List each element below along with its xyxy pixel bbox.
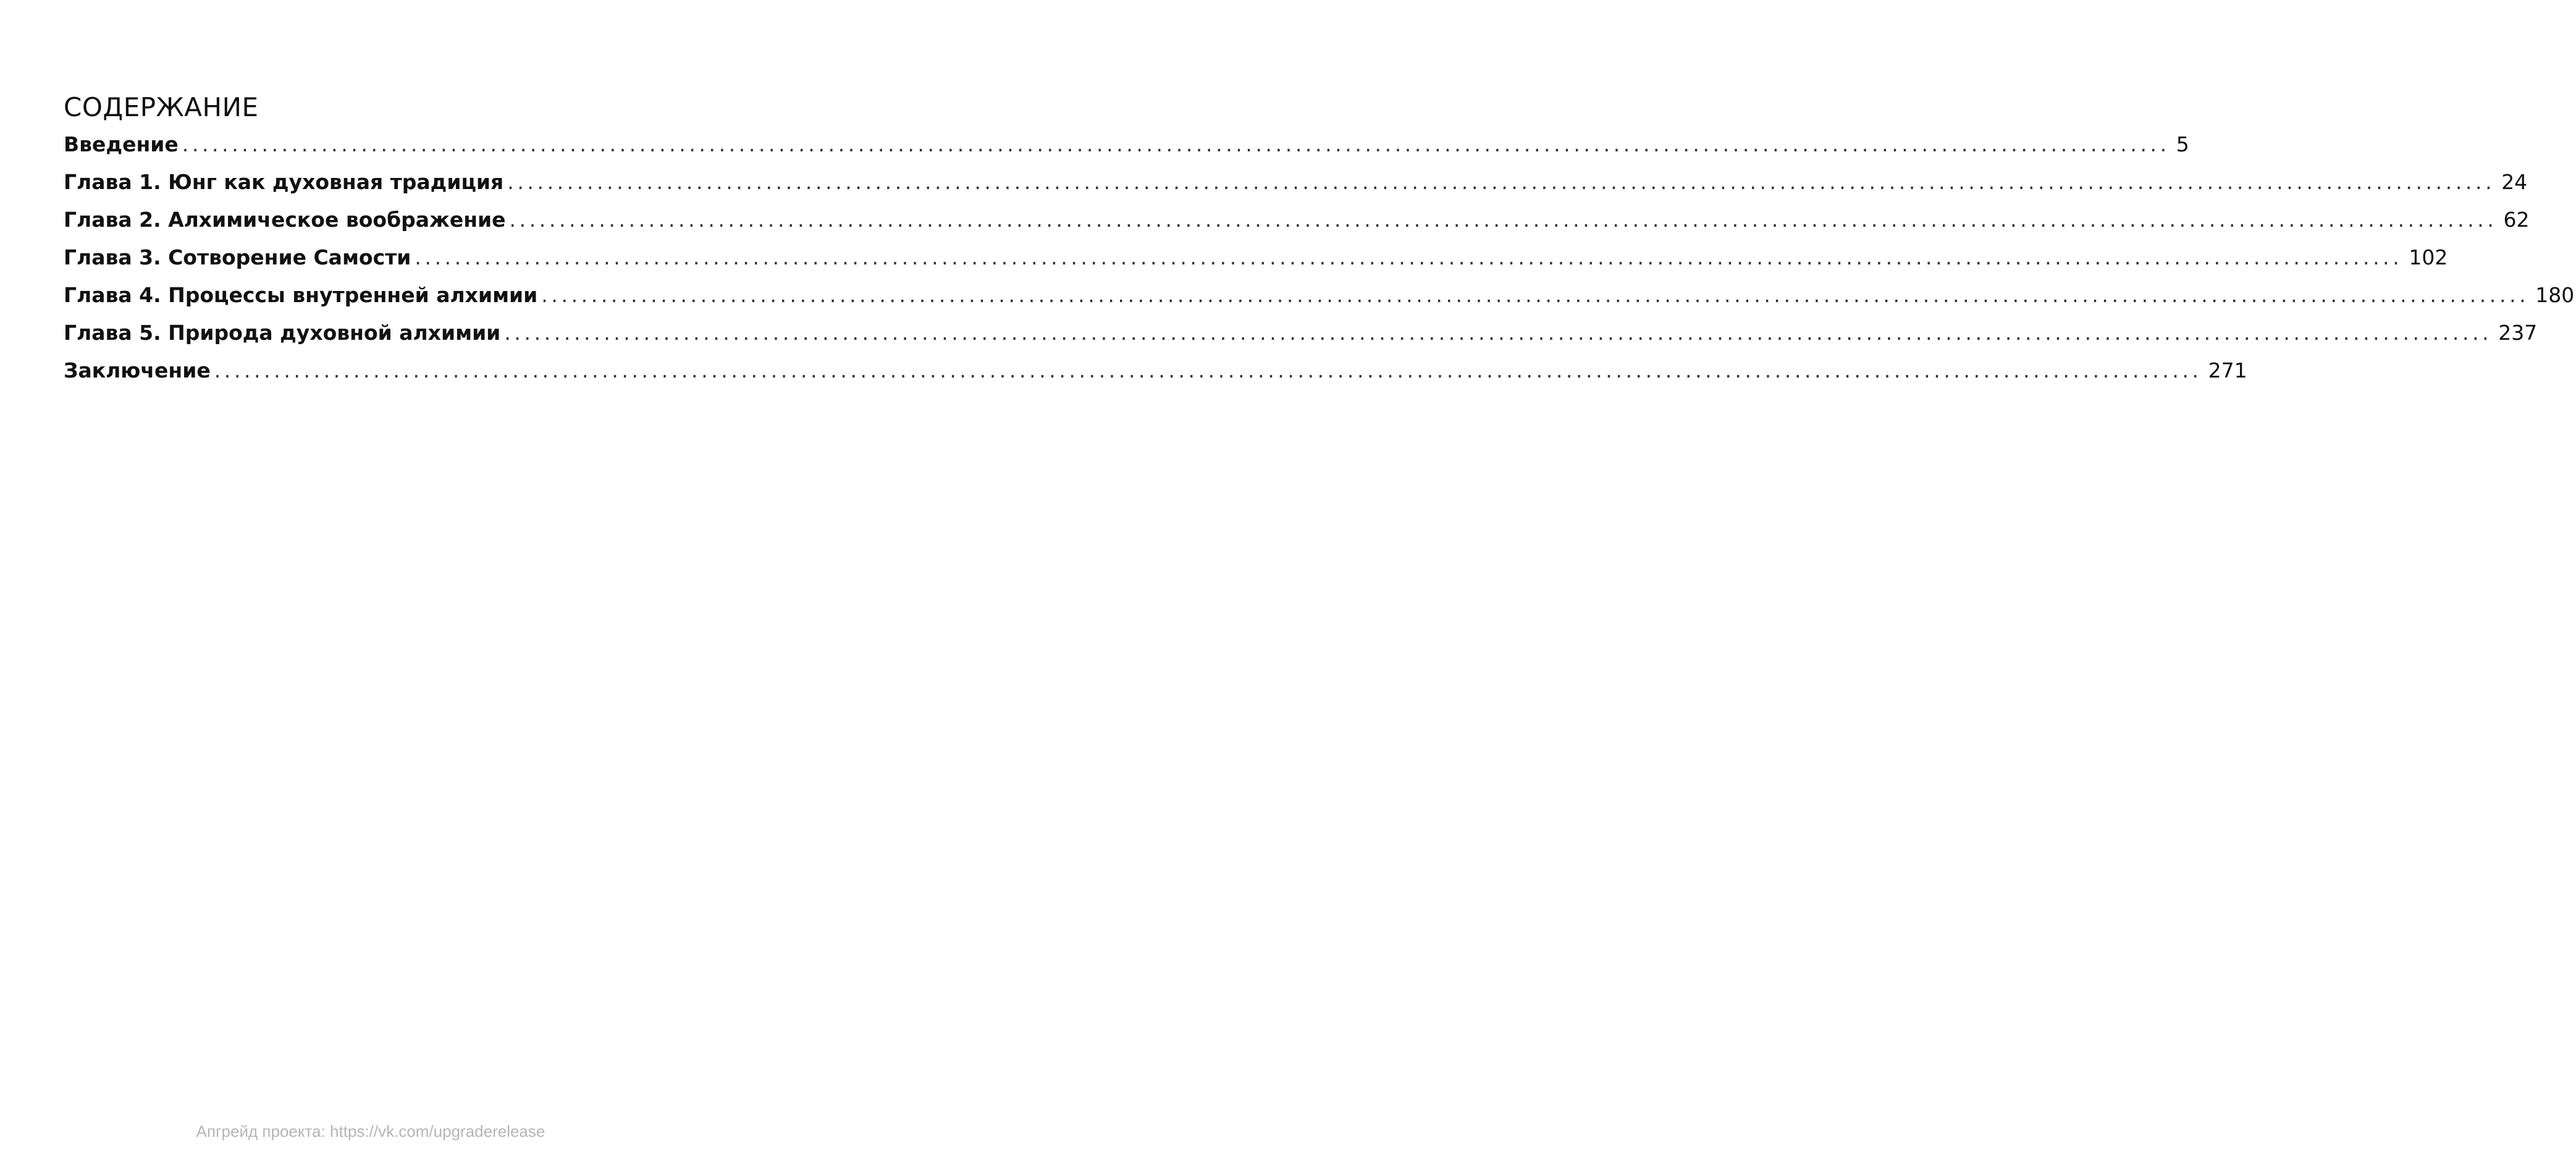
- toc-entry-chapter-4[interactable]: [64, 278, 2575, 316]
- toc-entry-page: 5: [2176, 132, 2189, 156]
- toc-entry-page: 237: [2498, 321, 2538, 345]
- toc-entry-label: Глава 4. Процессы внутренней алхимии: [64, 283, 538, 307]
- table-of-contents: [64, 127, 2575, 391]
- toc-entry-page: 62: [2503, 208, 2530, 232]
- toc-entry-label: Глава 2. Алхимическое воображение: [64, 208, 506, 232]
- dot-leader: ........................................................................................................................................................................................................: [541, 283, 2530, 307]
- dot-leader: ........................................................................................................................................................................................................: [504, 321, 2493, 345]
- page-title: СОДЕРЖАНИЕ: [64, 92, 259, 122]
- dot-leader: ........................................................................................................................................................................................................: [507, 170, 2496, 194]
- toc-entry-chapter-1[interactable]: [64, 165, 2528, 203]
- toc-entry-conclusion[interactable]: [64, 353, 2247, 391]
- toc-entry-label: Глава 3. Сотворение Самости: [64, 245, 411, 269]
- toc-entry-label: Введение: [64, 132, 179, 156]
- toc-entry-label: Глава 5. Природа духовной алхимии: [64, 321, 501, 345]
- footer-watermark: Апгрейд проекта: https://vk.com/upgraderelease: [196, 1122, 545, 1141]
- toc-entry-label: Глава 1. Юнг как духовная традиция: [64, 170, 504, 194]
- dot-leader: ........................................................................................................................................................................................................: [182, 132, 2170, 156]
- toc-entry-chapter-5[interactable]: [64, 316, 2538, 353]
- dot-leader: ........................................................................................................................................................................................................: [509, 208, 2498, 232]
- dot-leader: ........................................................................................................................................................................................................: [415, 245, 2403, 269]
- toc-entry-page: 102: [2409, 245, 2448, 269]
- toc-entry-page: 24: [2501, 170, 2528, 194]
- toc-entry-introduction[interactable]: [64, 127, 2189, 165]
- dot-leader: ........................................................................................................................................................................................................: [214, 358, 2202, 382]
- toc-entry-label: Заключение: [64, 358, 211, 382]
- toc-entry-chapter-2[interactable]: [64, 203, 2530, 240]
- toc-entry-page: 271: [2208, 358, 2247, 382]
- toc-entry-page: 180: [2535, 283, 2575, 307]
- toc-entry-chapter-3[interactable]: [64, 240, 2448, 278]
